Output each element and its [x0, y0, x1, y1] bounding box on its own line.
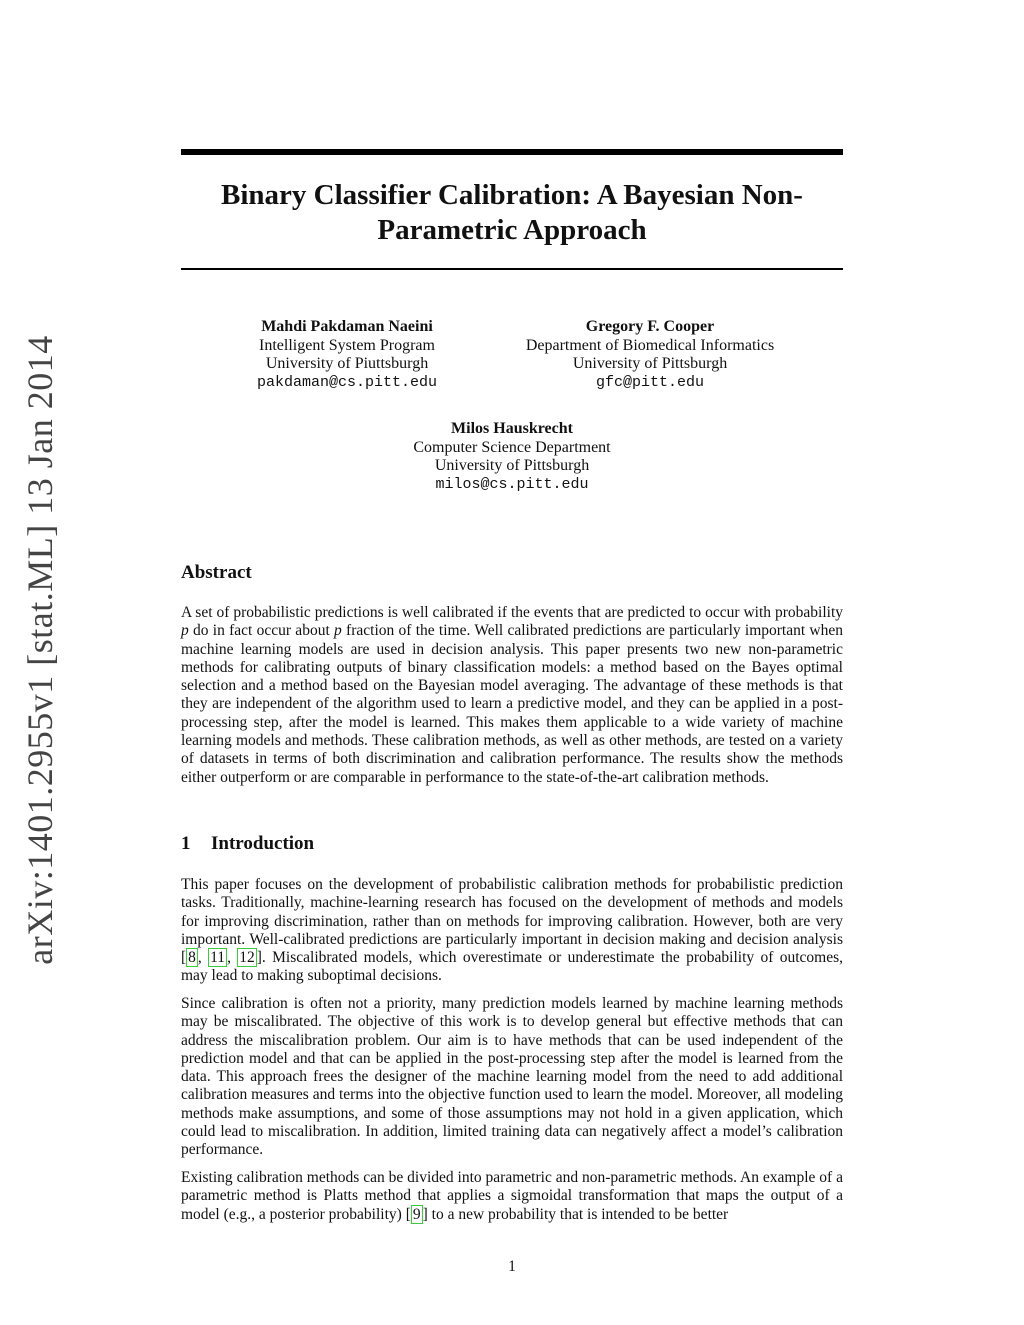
author-university: University of Pittsburgh — [572, 355, 728, 372]
intro-paragraph-1: This paper focuses on the development of probabilistic calibration methods for probabilistic prediction tasks. Traditionally, machine-learning research has focused on the development of methods and models for improving discrimination, rather than on methods for improving calibration. However, both are very important. Well-calibrated predictions are particularly important in decision making and decision analysis [ 8 , 11 , 12 ]. Miscalibrated models, which overestimate or underestimate the probability of outcomes, may lead to making suboptimal decisions. — [181, 876, 843, 985]
author-name: Mahdi Pakdaman Naeini — [261, 318, 433, 335]
intro-paragraph-3: Existing calibration methods can be divided into parametric and non-parametric methods. An example of a parametric method is Platts method that applies a sigmoidal transformation that maps the output of a model (e.g., a posterior probability) [ 9 ] to a new probability that is intended to be better — [181, 1169, 843, 1223]
paper-title: Binary Classifier Calibration: A Bayesian Non-Parametric Approach — [221, 179, 803, 246]
author-name: Milos Hauskrecht — [451, 420, 573, 437]
section-title: Introduction — [211, 833, 315, 854]
abstract-heading: Abstract — [181, 562, 252, 583]
author-name: Gregory F. Cooper — [585, 318, 715, 335]
author-department: Intelligent System Program — [259, 336, 435, 354]
author-university: University of Piuttsburgh — [265, 355, 429, 372]
intro-paragraph-2: Since calibration is often not a priority, many prediction models learned by machine learning methods may be miscalibrated. The objective of this work is to develop general but effective methods that can address the miscalibration problem. Our aim is to have methods that can be used independent of the prediction model and that can be applied in the post-processing step after the model is learned from the data. This approach frees the designer of the machine learning model from the need to add additional calibration measures and terms into the objective function used to learn the model. Moreover, all modeling methods make assumptions, and some of those assumptions may not hold in a given application, which could lead to miscalibration. In addition, limited training data can negatively affect a model’s calibration performance. — [181, 995, 843, 1159]
abstract-text: A set of probabilistic predictions is well calibrated if the events that are predicted to occur with probability p do in fact occur about p fraction of the time. Well calibrated predictions are particularly important when machine learning models are used in decision analysis. This paper presents two new non-parametric methods for calibrating outputs of binary classification models: a method based on the Bayes optimal selection and a method based on the Bayesian model averaging. The advantage of these methods is that they are independent of the algorithm used to learn a predictive model, and they can be applied in a post-processing step, after the model is learned. This makes them applicable to a wide variety of machine learning models and methods. These calibration methods, as well as other methods, are tested on a variety of datasets in terms of both discrimination and calibration performance. The results show the methods either outperform or are comparable in performance to the state-of-the-art calibration methods. — [181, 604, 844, 786]
section-number: 1 — [181, 833, 191, 854]
author-block — [392, 420, 632, 494]
citation-link[interactable]: 11 — [210, 949, 226, 967]
author-block — [500, 318, 800, 392]
page-number: 1 — [508, 1258, 516, 1275]
author-block — [232, 318, 462, 392]
author-email[interactable]: milos@cs.pitt.edu — [435, 475, 589, 493]
author-email[interactable]: pakdaman@cs.pitt.edu — [256, 373, 438, 391]
arxiv-identifier: arXiv:1401.2955v1 [stat.ML] 13 Jan 2014 — [20, 335, 60, 965]
section-heading-introduction — [181, 833, 314, 855]
citation-link[interactable]: 8 — [188, 949, 196, 967]
author-department: Computer Science Department — [413, 438, 611, 456]
title-top-rule — [181, 149, 843, 155]
author-department: Department of Biomedical Informatics — [525, 336, 775, 354]
title-bottom-rule — [181, 268, 843, 270]
author-university: University of Pittsburgh — [434, 457, 590, 474]
author-email[interactable]: gfc@pitt.edu — [595, 373, 705, 391]
citation-link[interactable]: 12 — [239, 949, 255, 967]
citation-link[interactable]: 9 — [412, 1205, 421, 1223]
